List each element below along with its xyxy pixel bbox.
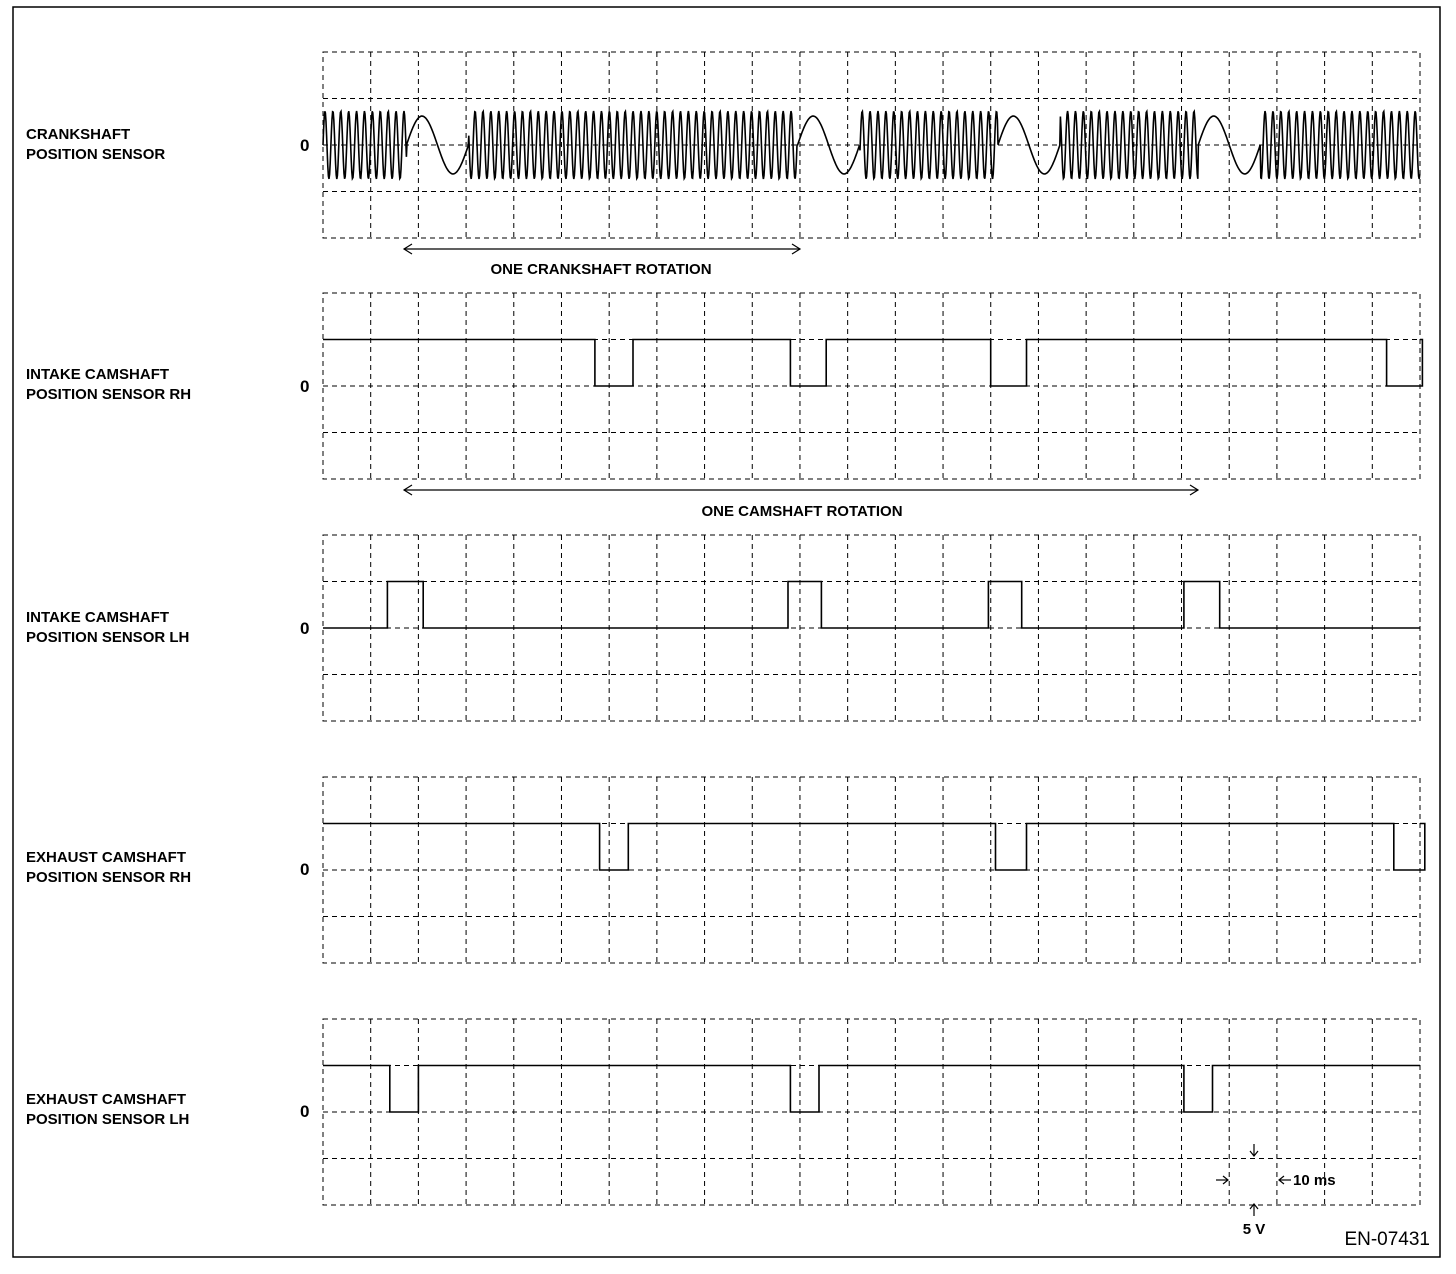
grid-panel-intake-rh xyxy=(323,293,1420,479)
panel-label-intake-rh xyxy=(26,366,309,403)
label-line2: POSITION SENSOR xyxy=(26,146,166,163)
zero-label: 0 xyxy=(300,136,310,155)
waveform-intake-rh xyxy=(323,340,1422,387)
label-line1: EXHAUST CAMSHAFT xyxy=(26,1091,186,1108)
panel-label-crank xyxy=(26,126,309,163)
panel-label-intake-lh xyxy=(26,609,309,646)
figure-code: EN-07431 xyxy=(1344,1229,1430,1250)
cam-rotation-label: ONE CAMSHAFT ROTATION xyxy=(701,503,903,520)
cam-rotation-arrow xyxy=(404,485,1198,495)
panel-label-exhaust-lh xyxy=(26,1091,309,1128)
label-line1: EXHAUST CAMSHAFT xyxy=(26,849,186,866)
zero-label: 0 xyxy=(300,377,310,396)
grid-panel-exhaust-lh xyxy=(323,1019,1420,1205)
label-line2: POSITION SENSOR LH xyxy=(26,1111,190,1128)
time-scale-label: 10 ms xyxy=(1293,1172,1336,1189)
figure-border xyxy=(13,7,1440,1257)
label-line2: POSITION SENSOR RH xyxy=(26,386,192,403)
waveform-traces xyxy=(323,111,1425,1112)
label-line1: CRANKSHAFT xyxy=(26,126,131,143)
waveform-intake-lh xyxy=(323,582,1420,629)
label-line2: POSITION SENSOR RH xyxy=(26,869,192,886)
time-scale-indicator xyxy=(1216,1176,1291,1184)
crank-rotation-arrow xyxy=(404,244,800,254)
waveform-exhaust-lh xyxy=(323,1066,1420,1113)
panel-label-exhaust-rh xyxy=(26,849,309,886)
zero-label: 0 xyxy=(300,619,310,638)
grid-panel-exhaust-rh xyxy=(323,777,1420,963)
crank-rotation-label: ONE CRANKSHAFT ROTATION xyxy=(490,261,712,278)
zero-label: 0 xyxy=(300,860,310,879)
label-line1: INTAKE CAMSHAFT xyxy=(26,366,170,383)
label-line1: INTAKE CAMSHAFT xyxy=(26,609,170,626)
zero-label: 0 xyxy=(300,1102,310,1121)
waveform-exhaust-rh xyxy=(323,824,1425,871)
volt-scale-label: 5 V xyxy=(1242,1221,1266,1238)
label-line2: POSITION SENSOR LH xyxy=(26,629,190,646)
